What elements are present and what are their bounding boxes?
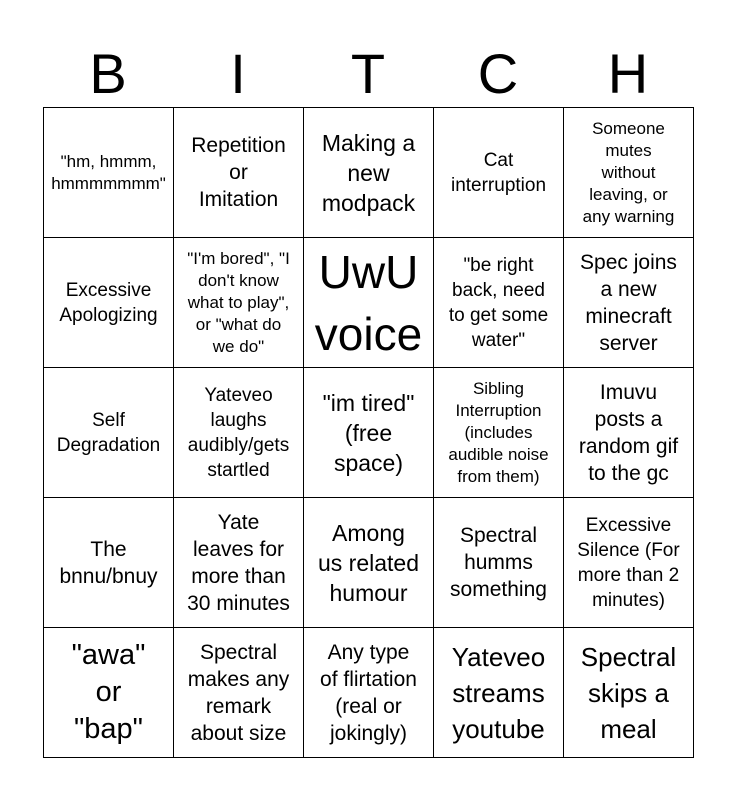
header-letter-b: B [89,42,127,105]
cell-text: "be right back, need to get some water" [448,254,549,351]
cell-text: Someone mutes without leaving, or any warning [582,118,675,226]
header-letter-t: T [350,42,386,105]
cell-text: The bnnu/bnuy [59,537,158,588]
bingo-cell-r1c5[interactable] [564,108,693,237]
cell-text: Yate leaves for more than 30 minutes [187,510,290,615]
bingo-cell-r2c2[interactable] [174,238,303,367]
bingo-cell-r5c1[interactable] [44,628,173,757]
cell-text: "im tired" (free space) [322,389,415,476]
bingo-cell-r4c4[interactable] [434,498,563,627]
header-letter-c: C [477,42,519,105]
bingo-cell-r3c5[interactable] [564,368,693,497]
cell-text: Spectral skips a meal [580,641,677,744]
cell-text: Spectral makes any remark about size [187,640,290,745]
bingo-cell-r4c3[interactable] [304,498,433,627]
bingo-cell-r4c2[interactable] [174,498,303,627]
bingo-cell-r1c4[interactable] [434,108,563,237]
bingo-cell-r2c5[interactable] [564,238,693,367]
cell-text: Excessive Silence (For more than 2 minutes) [577,514,680,611]
bingo-cell-r4c1[interactable] [44,498,173,627]
cell-text: Yateveo streams youtube [451,641,546,744]
cell-text: "hm, hmmm, hmmmmmmm" [51,151,166,193]
bingo-cell-r5c4[interactable] [434,628,563,757]
cell-text: UwU voice [314,245,423,360]
cell-text: Repetition or Imitation [191,134,286,211]
bingo-cell-r5c3[interactable] [304,628,433,757]
bingo-cell-r3c1[interactable] [44,368,173,497]
bingo-cell-r1c2[interactable] [174,108,303,237]
cell-text: Sibling Interruption (includes audible noise from them) [448,378,549,486]
bingo-cell-r3c4[interactable] [434,368,563,497]
bingo-cell-r5c2[interactable] [174,628,303,757]
bingo-cell-r1c3[interactable] [304,108,433,237]
bingo-cell-r1c1[interactable] [44,108,173,237]
bingo-board [43,107,694,758]
cell-text: Making a new modpack [321,129,416,216]
bingo-cell-r4c5[interactable] [564,498,693,627]
cell-text: "I'm bored", "I don't know what to play", or "what do we do" [187,248,290,356]
cell-text: Any type of flirtation (real or jokingly) [320,640,417,745]
bingo-cell-r3c2[interactable] [174,368,303,497]
cell-text: Among us related humour [317,519,419,606]
cell-text: Imuvu posts a random gif to the gc [578,380,679,485]
bingo-cell-r2c4[interactable] [434,238,563,367]
cell-text: Cat interruption [450,149,547,196]
cell-text: Self Degradation [56,409,161,456]
cell-text: "awa" or "bap" [71,639,146,745]
cell-text: Spectral humms something [450,524,547,601]
bingo-cell-r3c3[interactable] [304,368,433,497]
bingo-header [43,42,693,106]
cell-text: Spec joins a new minecraft server [580,250,677,355]
header-letter-i: I [230,42,246,105]
bingo-cell-r2c3[interactable] [304,238,433,367]
cell-text: Excessive Apologizing [59,279,158,326]
header-letter-h: H [607,42,649,105]
bingo-cell-r2c1[interactable] [44,238,173,367]
cell-text: Yateveo laughs audibly/gets startled [187,384,290,481]
bingo-cell-r5c5[interactable] [564,628,693,757]
